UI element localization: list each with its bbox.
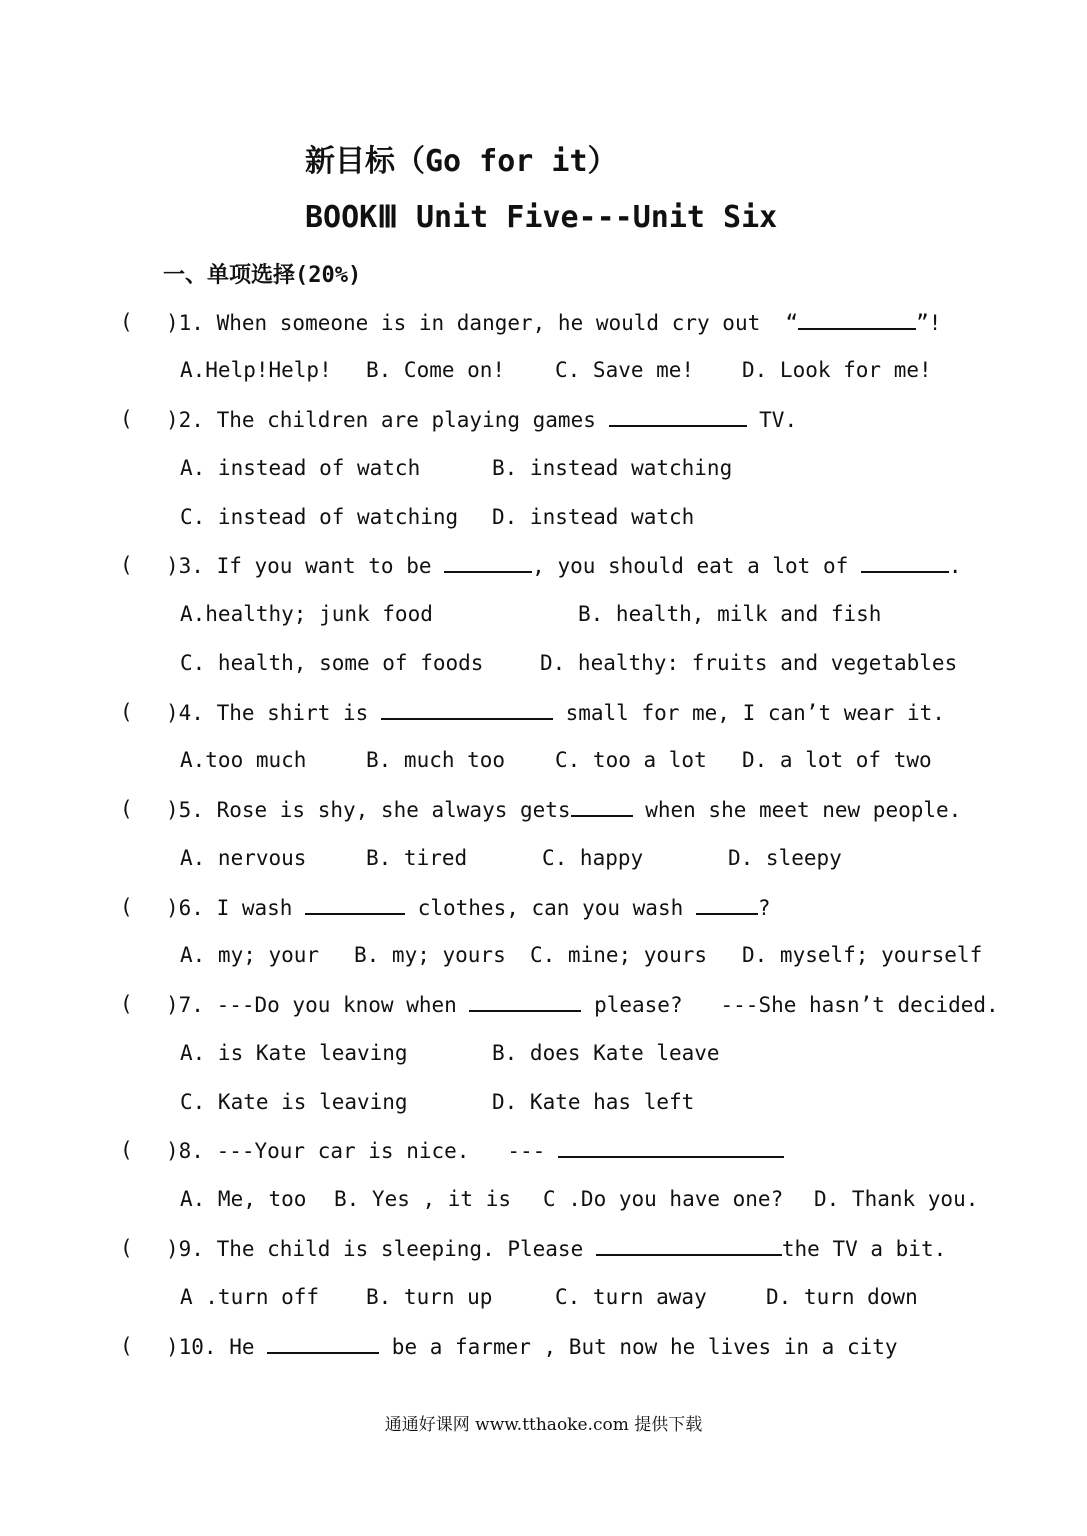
option-b: B. turn up: [366, 1285, 493, 1309]
footer-text: 通通好课网 www.tthaoke.com 提供下载: [384, 1415, 703, 1435]
answer-blank[interactable]: [469, 992, 581, 1012]
answer-blank[interactable]: [861, 553, 949, 573]
answer-blank[interactable]: [444, 553, 532, 573]
question-text: clothes, can you wash: [405, 896, 696, 920]
answer-blank[interactable]: [798, 310, 916, 330]
option-b: B. much too: [366, 748, 506, 772]
page-title-cn: 新目标（Go for it）: [305, 144, 618, 179]
question-text: )6. I wash: [166, 896, 306, 920]
answer-paren: (: [120, 700, 133, 724]
option-a: A. is Kate leaving: [180, 1041, 408, 1065]
question-1: [166, 310, 941, 335]
question-8: [166, 1138, 784, 1163]
question-text: )7. ---Do you know when: [166, 993, 470, 1017]
question-9: [166, 1236, 946, 1261]
option-c: C .Do you have one?: [543, 1187, 784, 1211]
question-text: )4. The shirt is: [166, 701, 381, 725]
option-c: C. mine; yours: [530, 943, 708, 967]
answer-paren: (: [120, 1138, 133, 1162]
question-10: [166, 1334, 898, 1359]
question-text: )10. He: [166, 1335, 268, 1359]
section-heading: 一、单项选择(20%): [163, 263, 362, 288]
answer-blank[interactable]: [571, 797, 633, 817]
question-2: [166, 407, 797, 432]
option-b: B. instead watching: [492, 456, 733, 480]
question-4: [166, 700, 945, 725]
option-a: A. instead of watch: [180, 456, 421, 480]
question-text: please? ---She hasn’t decided.: [581, 993, 999, 1017]
option-b: B. tired: [366, 846, 468, 870]
question-text: )5. Rose is shy, she always gets: [166, 798, 571, 822]
answer-paren: (: [120, 1236, 133, 1260]
option-a: A.Help!Help!: [180, 358, 332, 382]
answer-paren: (: [120, 992, 133, 1016]
option-a: A.too much: [180, 748, 307, 772]
option-c: C. Kate is leaving: [180, 1090, 408, 1114]
answer-paren: (: [120, 310, 133, 334]
question-text: .: [948, 554, 962, 578]
question-5: [166, 797, 961, 822]
question-text: )2. The children are playing games: [166, 408, 609, 432]
option-c: C. happy: [542, 846, 644, 870]
question-text: small for me, I can’t wear it.: [552, 701, 945, 725]
answer-paren: (: [120, 553, 133, 577]
option-a: A. Me, too: [180, 1187, 307, 1211]
answer-blank[interactable]: [696, 895, 758, 915]
option-b: B. Come on!: [366, 358, 506, 382]
question-text: the TV a bit.: [781, 1237, 947, 1261]
question-text: )8. ---Your car is nice. ---: [166, 1139, 558, 1163]
option-b: B. Yes , it is: [334, 1187, 512, 1211]
option-c: C. turn away: [555, 1285, 707, 1309]
answer-blank[interactable]: [305, 895, 405, 915]
option-a: A. my; your: [180, 943, 320, 967]
question-text: )1. When someone is in danger, he would cry out “: [166, 311, 799, 335]
question-7: [166, 992, 999, 1017]
question-text: TV.: [746, 408, 798, 432]
question-text: )9. The child is sleeping. Please: [166, 1237, 596, 1261]
option-d: D. a lot of two: [742, 748, 932, 772]
option-b: B. does Kate leave: [492, 1041, 720, 1065]
answer-blank[interactable]: [596, 1236, 782, 1256]
option-d: D. Look for me!: [742, 358, 932, 382]
option-a: A .turn off: [180, 1285, 320, 1309]
answer-paren: (: [120, 895, 133, 919]
option-d: D. myself; yourself: [742, 943, 983, 967]
option-d: D. turn down: [766, 1285, 918, 1309]
option-c: C. instead of watching: [180, 505, 459, 529]
question-3: [166, 553, 962, 578]
question-6: [166, 895, 771, 920]
answer-blank[interactable]: [558, 1138, 784, 1158]
answer-blank[interactable]: [609, 407, 747, 427]
option-d: D. instead watch: [492, 505, 695, 529]
option-d: D. Thank you.: [814, 1187, 979, 1211]
option-d: D. Kate has left: [492, 1090, 695, 1114]
question-text: )3. If you want to be: [166, 554, 445, 578]
answer-blank[interactable]: [381, 700, 553, 720]
option-c: C. health, some of foods: [180, 651, 484, 675]
question-text: be a farmer , But now he lives in a city: [379, 1335, 898, 1359]
option-d: D. healthy: fruits and vegetables: [540, 651, 958, 675]
question-text: ?: [757, 896, 771, 920]
option-c: C. Save me!: [555, 358, 695, 382]
option-c: C. too a lot: [555, 748, 707, 772]
answer-blank[interactable]: [267, 1334, 379, 1354]
page-title-book: BOOKⅢ Unit Five---Unit Six: [305, 200, 778, 235]
option-b: B. my; yours: [354, 943, 506, 967]
answer-paren: (: [120, 1334, 133, 1358]
option-a: A. nervous: [180, 846, 307, 870]
question-text: ”!: [916, 311, 942, 335]
answer-paren: (: [120, 797, 133, 821]
option-b: B. health, milk and fish: [578, 602, 882, 626]
question-text: , you should eat a lot of: [532, 554, 861, 578]
question-text: when she meet new people.: [632, 798, 962, 822]
option-a: A.healthy; junk food: [180, 602, 433, 626]
answer-paren: (: [120, 407, 133, 431]
option-d: D. sleepy: [728, 846, 842, 870]
